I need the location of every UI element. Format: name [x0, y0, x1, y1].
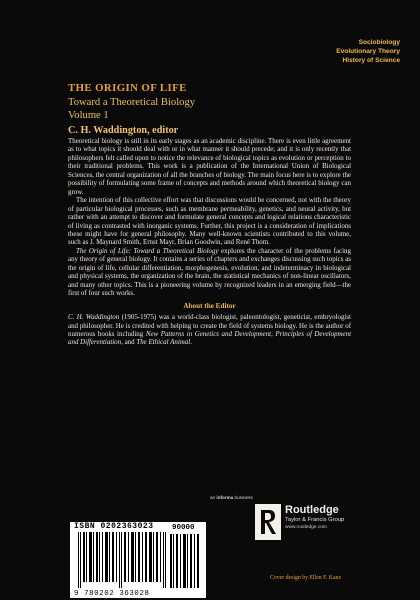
informa-suffix: business [233, 495, 253, 500]
ean-number: 9 780202 363028 [74, 590, 150, 598]
separator-text: , [271, 329, 276, 338]
end-text: . [190, 338, 192, 347]
editor-credit: C. H. Waddington, editor [68, 125, 179, 136]
price-barcode-bars [170, 534, 200, 588]
book-title-italic: The Origin of Life: Toward a Theoretical Biology [76, 246, 219, 255]
subject-item: History of Science [342, 57, 400, 65]
book-reference: Principles of Development and Differentiation [68, 329, 352, 347]
publisher-name: Routledge [285, 504, 339, 516]
publisher-url: www.routledge.com [285, 525, 327, 530]
separator-text: , and [121, 338, 137, 347]
blurb-text-span: explores the character of the problems facing any theory of general biology. It contains a series of chapters and exchanges discussing such topics as the origin of life, cellular differentiation, morphogenesis, evolution, and indeterminacy in biological and physical systems, the organization of the brain, the statistical mechanics of non-linear oscillators, and many other topics. This is a pioneering volume by recognized leaders in an emerging field—the first of four such works. [68, 246, 351, 298]
cover-design-credit: Cover design by Ellen F. Kane [270, 575, 342, 581]
blurb-text [68, 137, 351, 347]
book-subtitle: Toward a Theoretical Biology [68, 97, 196, 108]
subject-list [336, 38, 400, 66]
book-header [68, 82, 368, 137]
about-text: (1905-1975) was a world-class biologist, paleontologist, geneticist, embryologist and philosopher. He is credited with helping to create the field of systems biology. He is the author of numerous books including [68, 313, 351, 338]
about-editor-paragraph [68, 313, 351, 347]
routledge-logo-icon [255, 504, 281, 540]
subject-item: Evolutionary Theory [336, 48, 400, 56]
isbn-barcode [70, 522, 206, 598]
informa-prefix: an [210, 495, 217, 500]
blurb-paragraph: The intention of this collective effort was that discussions would be concerned, not with the theory of particular biological processes, such as membrane permeability, genetics, and neural activity, but rather with an attempt to discover and formulate general concepts and logical relations characteristic of living as contrasted with inorganic systems. Further, this project is a consideration of implications these might have for general philosophy. Many well-known scientists contributed to this volume, such as J. Maynard Smith, Ernst Mayr, Brian Goodwin, and René Thom. [68, 196, 351, 247]
price-code: 90000 [172, 524, 195, 532]
informa-tagline [210, 495, 253, 500]
blurb-paragraph: Theoretical biology is still in its early stages as an academic discipline. There is even little agreement as to what topics it should deal with or in what manner it should precede; and it is only recently that philosophers felt called upon to notice the relevance of biological topics as evolution or perception to their traditional problems. This work is a publication of the International Union of Biological Sciences, the central organization of all the branches of biology. The main focus here is to explore the possibility of formulating some frame of concepts and methods around which theoretical biology can grow. [68, 137, 351, 196]
book-reference: New Patterns in Genetics and Development [145, 329, 272, 338]
informa-brand: informa [216, 495, 234, 500]
subject-item: Sociobiology [358, 39, 400, 46]
isbn-label: ISBN 0202363023 [74, 522, 154, 531]
editor-name: C. H. Waddington [68, 313, 120, 322]
publisher-block [255, 502, 375, 542]
book-title: THE ORIGIN OF LIFE [68, 82, 187, 94]
publisher-group: Taylor & Francis Group [285, 517, 345, 523]
volume-label: Volume 1 [68, 109, 109, 121]
book-reference: The Ethical Animal [136, 338, 191, 347]
about-editor-heading: About the Editor [183, 301, 236, 310]
publisher-text [285, 504, 344, 531]
blurb-paragraph [68, 247, 351, 298]
barcode-bars [78, 532, 166, 588]
